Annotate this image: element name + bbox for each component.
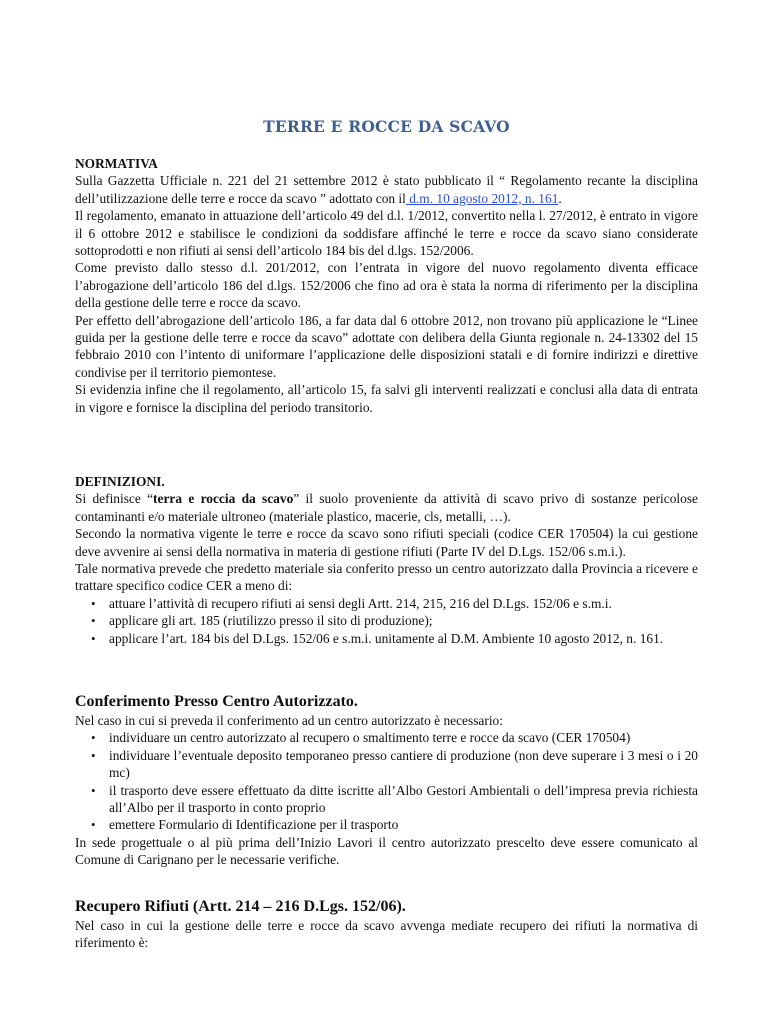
dm-161-link[interactable]: d.m. 10 agosto 2012, n. 161 <box>405 190 559 206</box>
list-item <box>75 747 698 782</box>
normativa-paragraph-1 <box>75 172 698 207</box>
definizioni-paragraph-1 <box>75 490 698 525</box>
list-item-text: il trasporto deve essere effettuato da ditte iscritte all’Albo Gestori Ambientali o dell’impresa previa richiesta all’Albo per il trasporto in conto proprio <box>109 782 698 816</box>
bullet-icon: • <box>91 613 96 629</box>
definizioni-paragraph-2: Secondo la normativa vigente le terre e rocce da scavo sono rifiuti speciali (codice CER 170504) la cui gestione deve avvenire ai sensi della normativa in materia di gestione rifiuti (Parte IV del D.Lgs. 152/06 s.m.i.). <box>75 526 698 559</box>
bullet-icon: • <box>91 730 96 746</box>
section-recupero <box>75 897 698 952</box>
heading-conferimento: Conferimento Presso Centro Autorizzato. <box>75 693 358 710</box>
section-definizioni <box>75 473 698 647</box>
list-item <box>75 816 698 833</box>
list-item-text: individuare l’eventuale deposito temporaneo presso cantiere di produzione (non deve superare i 3 mesi o i 20 mc) <box>109 747 698 781</box>
page-title: TERRE E ROCCE DA SCAVO <box>263 117 510 136</box>
list-item <box>75 782 698 817</box>
definizioni-p1-end: ” il suolo proveniente da attività di scavo privo di sostanze pericolose contaminanti e/o materiale ultroneo (materiale plastico, macerie, cls, metalli, …). <box>75 491 698 524</box>
heading-recupero: Recupero Rifiuti (Artt. 214 – 216 D.Lgs. 152/06). <box>75 898 406 915</box>
list-item-text: emettere Formulario di Identificazione per il trasporto <box>109 817 399 833</box>
list-item <box>75 612 698 629</box>
definizioni-paragraph-3: Tale normativa prevede che predetto materiale sia conferito presso un centro autorizzato dalla Provincia a ricevere e trattare specifico codice CER a meno di: <box>75 561 698 594</box>
list-item <box>75 595 698 612</box>
recupero-paragraph-1: Nel caso in cui la gestione delle terre e rocce da scavo avvenga mediate recupero dei rifiuti la normativa di riferimento è: <box>75 918 698 951</box>
list-item-text: applicare gli art. 185 (riutilizzo presso il sito di produzione); <box>109 613 433 629</box>
heading-normativa: NORMATIVA <box>75 156 158 171</box>
bullet-icon: • <box>91 817 96 833</box>
section-conferimento <box>75 692 698 869</box>
bullet-icon: • <box>91 782 96 798</box>
definizioni-term: terra e roccia da scavo <box>153 491 294 507</box>
normativa-paragraph-3: Come previsto dallo stesso d.l. 201/2012, con l’entrata in vigore del nuovo regolamento diventa efficace l’abrogazione dell’articolo 186 del d.lgs. 152/2006 che fino ad ora è stata la norma di riferimento per la disciplina della gestione delle terre e rocce da scavo. <box>75 260 698 311</box>
normativa-paragraph-2: Il regolamento, emanato in attuazione dell’articolo 49 del d.l. 1/2012, convertito nella l. 27/2012, è entrato in vigore il 6 ottobre 2012 e stabilisce le condizioni da soddisfare affinché le terre e rocce da scavo siano considerate sottoprodotti e non rifiuti ai sensi dell’articolo 184 bis del d.lgs. 152/2006. <box>75 208 698 259</box>
list-item-text: individuare un centro autorizzato al recupero o smaltimento terre e rocce da scavo (CER 170504) <box>109 730 631 746</box>
conferimento-list <box>75 729 698 833</box>
definizioni-p1-start: Si definisce “ <box>75 491 154 507</box>
normativa-paragraph-5: Si evidenzia infine che il regolamento, all’articolo 15, fa salvi gli interventi realizzati e conclusi alla data di entrata in vigore e fornisce la disciplina del periodo transitorio. <box>75 382 698 415</box>
bullet-icon: • <box>91 630 96 646</box>
section-normativa <box>75 155 698 416</box>
normativa-p1-end: . <box>558 190 562 206</box>
list-item <box>75 729 698 746</box>
bullet-icon: • <box>91 595 96 611</box>
normativa-paragraph-4: Per effetto dell’abrogazione dell’articolo 186, a far data dal 6 ottobre 2012, non trovano più applicazione le “Linee guida per la gestione delle terre e rocce da scavo” adottate con delibera della Giunta regionale n. 24-13302 del 15 febbraio 2010 con l’intento di uniformare l’applicazione delle disposizioni statali e di fornire indirizzi e direttive condivise per il territorio piemontese. <box>75 312 698 380</box>
definizioni-list <box>75 595 698 647</box>
list-item-text: attuare l’attività di recupero rifiuti ai sensi degli Artt. 214, 215, 216 del D.Lgs. 152/06 e s.m.i. <box>109 595 612 611</box>
conferimento-intro: Nel caso in cui si preveda il conferimento ad un centro autorizzato è necessario: <box>75 713 503 728</box>
bullet-icon: • <box>91 747 96 763</box>
normativa-p1-text: Sulla Gazzetta Ufficiale n. 221 del 21 settembre 2012 è stato pubblicato il “ Regolamento recante la disciplina dell’utilizzazione delle terre e rocce da scavo ” adottato con il <box>75 173 698 206</box>
heading-definizioni: DEFINIZIONI. <box>75 474 165 489</box>
list-item <box>75 630 698 647</box>
list-item-text: applicare l’art. 184 bis del D.Lgs. 152/06 e s.m.i. unitamente al D.M. Ambiente 10 agosto 2012, n. 161. <box>109 630 664 646</box>
conferimento-closing: In sede progettuale o al più prima dell’Inizio Lavori il centro autorizzato prescelto deve essere comunicato al Comune di Carignano per le necessarie verifiche. <box>75 834 698 868</box>
